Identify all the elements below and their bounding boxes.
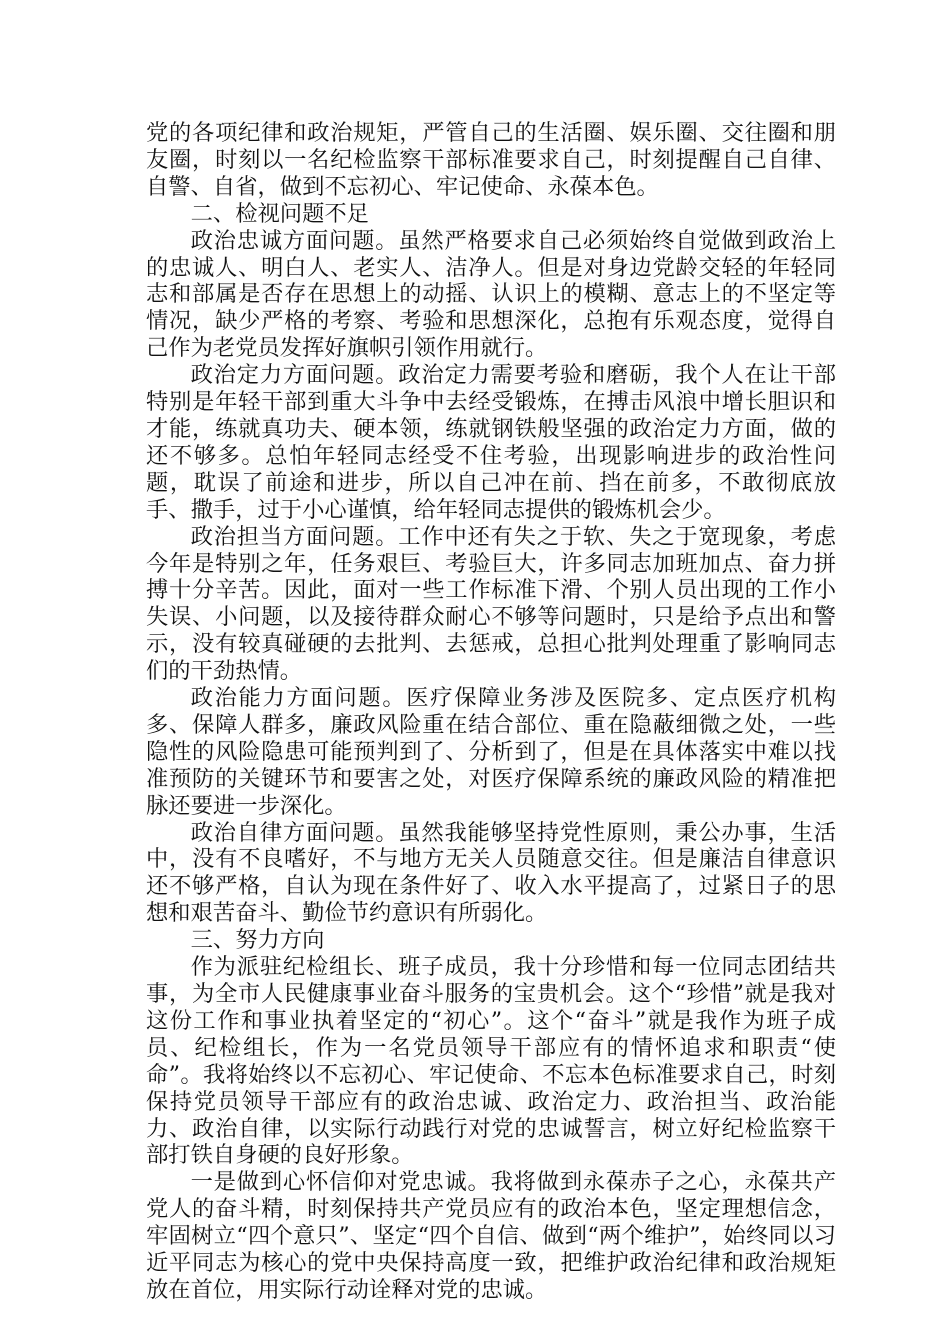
paragraph-direction-intro: 作为派驻纪检组长、班子成员，我十分珍惜和每一位同志团结共事，为全市人民健康事业奋斗服务的宝贵机会。这个“珍惜”就是我对这份工作和事业执着坚定的“初心”。这个“奋斗”就是我作为班子成员、纪检组长，作为一名党员领导干部应有的情怀追求和职责“使命”。我将始终以不忘初心、牢记使命、不忘本色标准要求自己，时刻保持党员领导干部应有的政治忠诚、政治定力、政治担当、政治能力、政治自律，以实际行动践行对党的忠诚誓言，树立好纪检监察干部打铁自身硬的良好形象。 bbox=[146, 954, 836, 1169]
paragraph-political-responsibility: 政治担当方面问题。工作中还有失之于软、失之于宽现象，考虑今年是特别之年，任务艰巨、考验巨大，许多同志加班加点、奋力拼搏十分辛苦。因此，面对一些工作标准下滑、个别人员出现的工作小失误、小问题，以及接待群众耐心不够等问题时，只是给予点出和警示，没有较真碰硬的去批判、去惩戒，总担心批判处理重了影响同志们的干劲热情。 bbox=[146, 523, 836, 685]
paragraph-political-loyalty: 政治忠诚方面问题。虽然严格要求自己必须始终自觉做到政治上的忠诚人、明白人、老实人、洁净人。但是对身边党龄交轻的年轻同志和部属是否存在思想上的动摇、认识上的模糊、意志上的不坚定等情况，缺少严格的考察、考验和思想深化，总抱有乐观态度，觉得自己作为老党员发挥好旗帜引领作用就行。 bbox=[146, 227, 836, 362]
paragraph-political-ability: 政治能力方面问题。医疗保障业务涉及医院多、定点医疗机构多、保障人群多，廉政风险重在结合部位、重在隐蔽细微之处，一些隐性的风险隐患可能预判到了、分析到了，但是在具体落实中难以找准预防的关键环节和要害之处，对医疗保障系统的廉政风险的精准把脉还要进一步深化。 bbox=[146, 685, 836, 819]
paragraph-political-self-discipline: 政治自律方面问题。虽然我能够坚持党性原则，秉公办事，生活中，没有不良嗜好，不与地方无关人员随意交往。但是廉洁自律意识还不够严格，自认为现在条件好了、收入水平提高了，过紧日子的思想和艰苦奋斗、勤俭节约意识有所弱化。 bbox=[146, 819, 836, 927]
section-heading-two: 二、检视问题不足 bbox=[190, 200, 369, 227]
paragraph-continued: 党的各项纪律和政治规矩，严管自己的生活圈、娱乐圈、交往圈和朋友圈，时刻以一名纪检监察干部标准要求自己，时刻提醒自己自律、自警、自省，做到不忘初心、牢记使命、永葆本色。 bbox=[146, 120, 836, 200]
paragraph-political-steadiness: 政治定力方面问题。政治定力需要考验和磨砺，我个人在让干部特别是年轻干部到重大斗争中去经受锻炼，在搏击风浪中增长胆识和才能，练就真功夫、硬本领，练就钢铁般坚强的政治定力方面，做的还不够多。总怕年轻同志经受不住考验，出现影响进步的政治性问题，耽误了前途和进步，所以自己冲在前、挡在前多，不敢彻底放手、撒手，过于小心谨慎，给年轻同志提供的锻炼机会少。 bbox=[146, 362, 836, 523]
paragraph-direction-one: 一是做到心怀信仰对党忠诚。我将做到永葆赤子之心，永葆共产党人的奋斗精，时刻保持共产党员应有的政治本色，坚定理想信念，牢固树立“四个意只”、坚定“四个自信、做到“两个维护”，始终同以习近平同志为核心的党中央保持高度一致，把维护政治纪律和政治规矩放在首位，用实际行动诠释对党的忠诚。 bbox=[146, 1169, 836, 1303]
document-page bbox=[146, 120, 836, 1304]
section-heading-three: 三、努力方向 bbox=[190, 927, 325, 954]
